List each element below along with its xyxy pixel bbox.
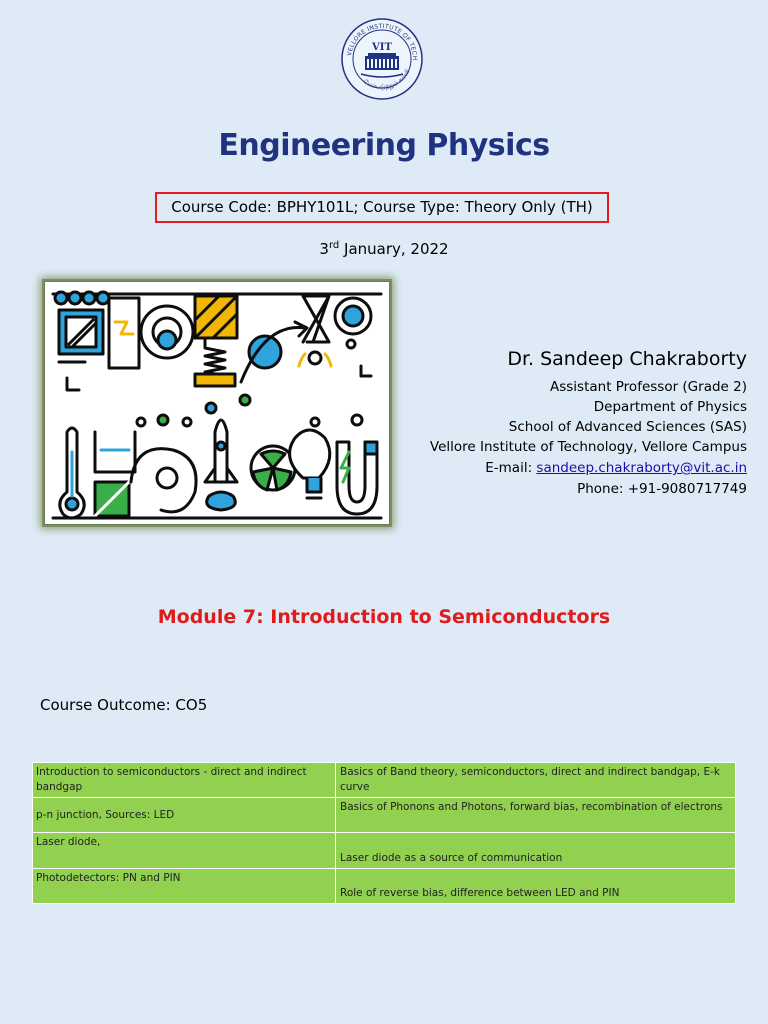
svg-text:மேம்படுத்தும் கல்வி: மேம்படுத்தும் கல்வி (362, 68, 412, 91)
magnet-icon (337, 442, 377, 514)
table-cell-detail: Laser diode as a source of communication (336, 833, 736, 869)
course-code-box: Course Code: BPHY101L; Course Type: Theory Only (TH) (155, 192, 609, 223)
author-email-line (485, 458, 747, 478)
vit-logo (339, 14, 425, 104)
email-label: E-mail: (485, 460, 537, 476)
atom-icon (241, 322, 307, 382)
date-day: 3 (319, 240, 329, 258)
thermometer-icon (60, 428, 84, 518)
date-rest: January, 2022 (339, 240, 449, 258)
table-row (33, 763, 736, 798)
author-institute: Vellore Institute of Technology, Vellore Campus (429, 439, 747, 455)
email-link[interactable]: sandeep.chakraborty@vit.ac.in (536, 460, 747, 476)
module-title: Module 7: Introduction to Semiconductors (157, 606, 611, 628)
table-cell-topic: p-n junction, Sources: LED (33, 798, 336, 833)
course-outcome: Course Outcome: CO5 (40, 696, 208, 714)
table-row (33, 869, 736, 904)
gear-icon (141, 306, 193, 358)
logo-vit-text: VIT (372, 42, 392, 53)
page-title: Engineering Physics (218, 128, 550, 163)
table-cell-detail: Basics of Band theory, semiconductors, direct and indirect bandgap, E-k curve (336, 763, 736, 798)
author-school: School of Advanced Sciences (SAS) (508, 419, 747, 435)
date-suffix: rd (328, 240, 340, 251)
table-cell-topic: Introduction to semiconductors - direct and indirect bandgap (33, 763, 336, 798)
spring-icon (195, 340, 235, 386)
lightbulb-icon (290, 430, 330, 498)
topics-table (32, 762, 736, 904)
table-cell-detail: Role of reverse bias, difference between LED and PIN (336, 869, 736, 904)
author-phone: Phone: +91-9080717749 (577, 481, 747, 497)
author-name: Dr. Sandeep Chakraborty (507, 348, 747, 370)
table-cell-detail: Basics of Phonons and Photons, forward bias, recombination of electrons (336, 798, 736, 833)
rocket-icon (205, 420, 237, 510)
table-cell-topic: Laser diode, (33, 833, 336, 869)
date (0, 240, 768, 258)
physics-illustration (44, 281, 390, 525)
author-department: Department of Physics (593, 399, 747, 415)
author-position: Assistant Professor (Grade 2) (549, 379, 747, 395)
table-cell-topic: Photodetectors: PN and PIN (33, 869, 336, 904)
table-row (33, 798, 736, 833)
table-row (33, 833, 736, 869)
svg-text:VELLORE INSTITUTE OF TECHNOLOG: VELLORE INSTITUTE OF TECH (346, 22, 419, 61)
